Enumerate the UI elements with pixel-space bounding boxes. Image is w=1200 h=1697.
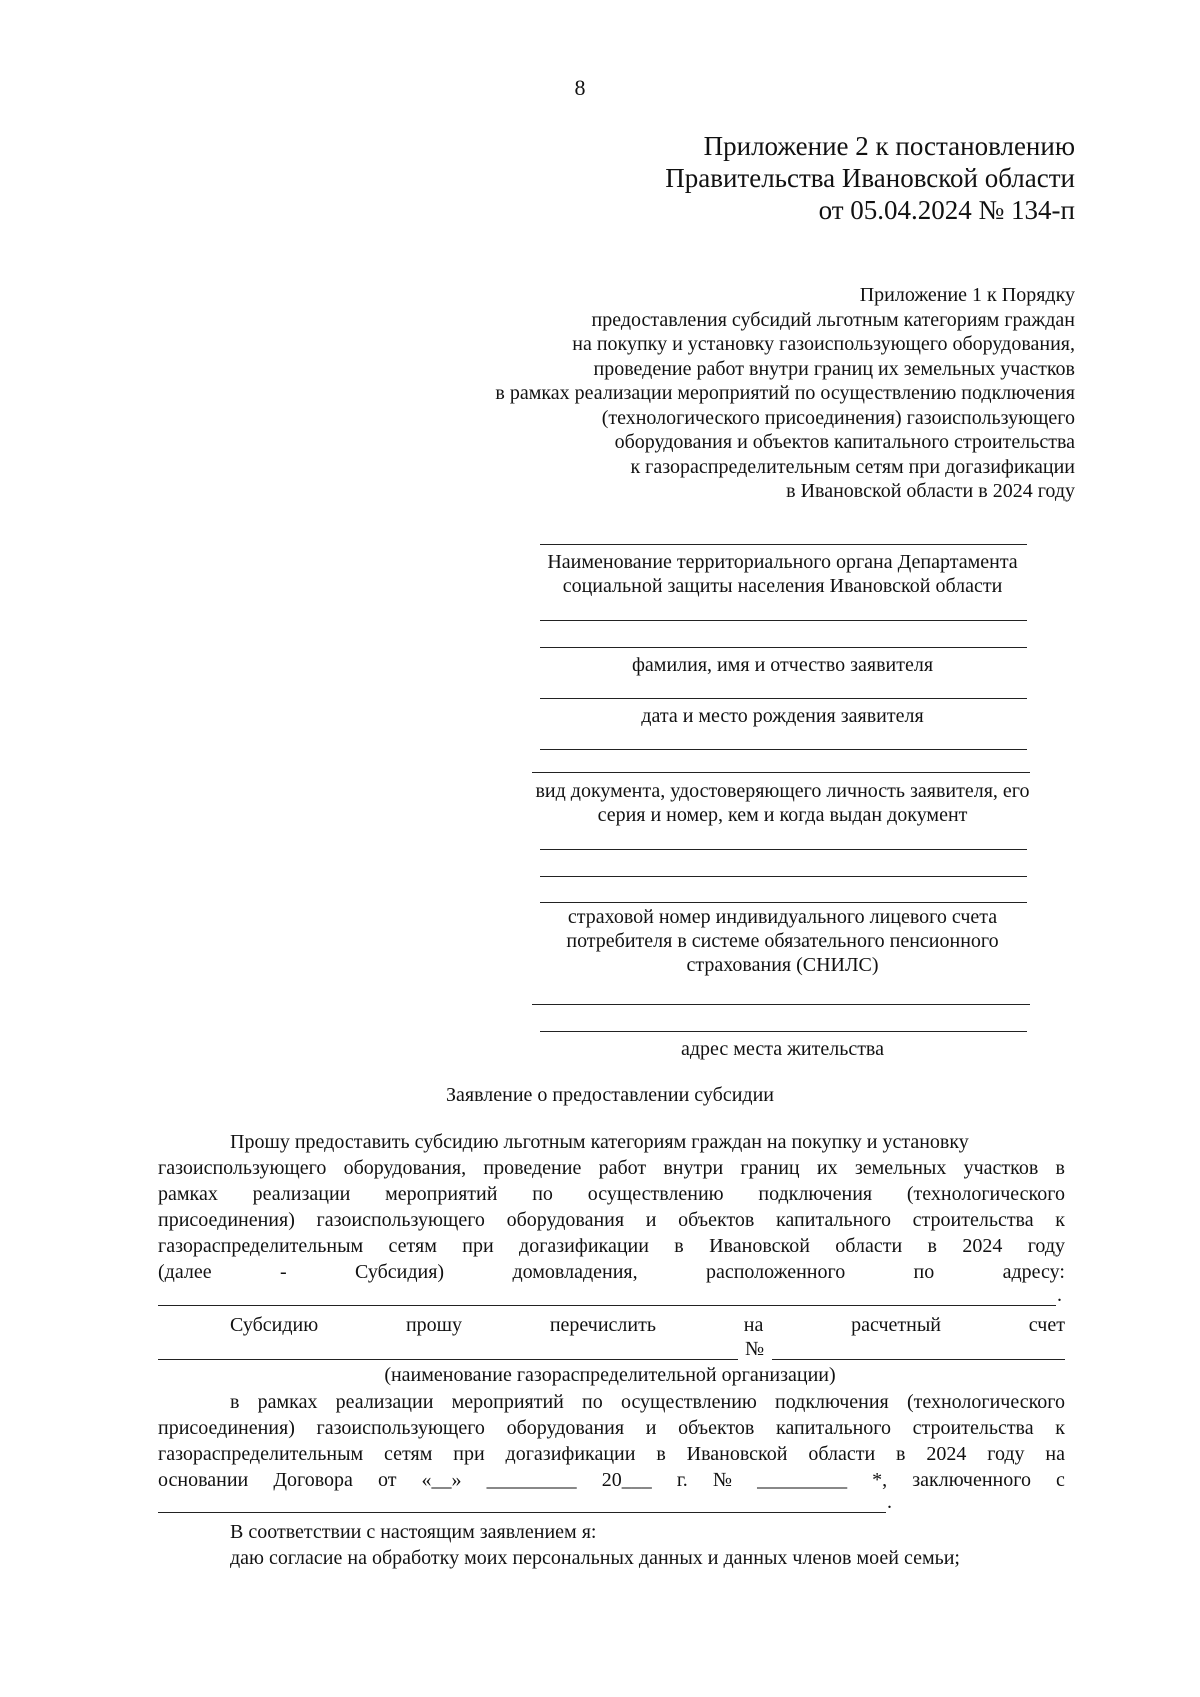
fio-label: фамилия, имя и отчество заявителя <box>631 654 934 676</box>
page-number: 8 <box>574 75 586 100</box>
snils-field-line1[interactable] <box>540 849 1027 850</box>
p3-line1: в рамках реализации мероприятий по осуществлению подключения (технологического <box>230 1391 1065 1413</box>
account-number-field[interactable] <box>772 1359 1065 1360</box>
birth-field[interactable] <box>540 698 1027 699</box>
p1-line1: Прошу предоставить субсидию льготным категориям граждан на покупку и установку <box>230 1131 969 1153</box>
p2-line1: Субсидию прошу перечислить на расчетный счет <box>230 1314 1065 1336</box>
resolution-appendix-line2: Правительства Ивановской области <box>665 163 1075 193</box>
p1-line4: присоединения) газоиспользующего оборудования и объектов капитального строительства к <box>158 1209 1065 1231</box>
order-appendix <box>380 283 1075 504</box>
resolution-appendix-header <box>500 130 1075 226</box>
p1-line5: газораспределительным сетям при догазификации в Ивановской области в 2024 году <box>158 1235 1065 1257</box>
p4: В соответствии с настоящим заявлением я: <box>230 1521 597 1543</box>
order-appendix-line: на покупку и установку газоиспользующего оборудования, <box>572 333 1075 355</box>
address-label: адрес места жительства <box>681 1038 884 1060</box>
birth-label: дата и место рождения заявителя <box>641 705 924 727</box>
order-appendix-line: оборудования и объектов капитального строительства <box>614 431 1075 453</box>
fio-field-line1[interactable] <box>540 620 1027 621</box>
snils-field-line2[interactable] <box>540 876 1027 877</box>
order-appendix-line: предоставления субсидий льготным категориям граждан <box>591 308 1075 331</box>
p3-line3: газораспределительным сетям при догазификации в Ивановской области в 2024 году на <box>158 1443 1065 1465</box>
p1-line6: (далее - Субсидия) домовладения, расположенного по адресу: <box>158 1261 1065 1283</box>
account-number-sign: № <box>745 1338 765 1360</box>
order-appendix-line: Приложение 1 к Порядку <box>859 284 1075 306</box>
id-doc-field-line1[interactable] <box>540 749 1027 750</box>
p1-line3: рамках реализации мероприятий по осуществлению подключения (технологического <box>158 1183 1065 1205</box>
organ-name-field[interactable] <box>540 544 1027 545</box>
order-appendix-line: (технологического присоединения) газоиспользующего <box>601 406 1075 429</box>
resolution-appendix-line3: от 05.04.2024 № 134-п <box>818 195 1075 225</box>
gas-org-caption: (наименование газораспределительной организации) <box>384 1364 836 1386</box>
address-field-line1[interactable] <box>532 1004 1030 1005</box>
address-field-line2[interactable] <box>540 1031 1027 1032</box>
p1-line2: газоиспользующего оборудования, проведение работ внутри границ их земельных участков в <box>158 1157 1065 1179</box>
gas-org-name-field[interactable] <box>158 1359 738 1360</box>
order-appendix-line: к газораспределительным сетям при догазификации <box>630 455 1075 478</box>
contract-party-field[interactable] <box>158 1512 886 1513</box>
p5: даю согласие на обработку моих персональных данных и данных членов моей семьи; <box>230 1547 960 1569</box>
id-doc-field-line2[interactable] <box>532 772 1030 773</box>
resolution-appendix-line1: Приложение 2 к постановлению <box>703 131 1075 161</box>
snils-label: страховой номер индивидуального лицевого счета потребителя в системе обязательного пенсионного страхования (СНИЛС) <box>566 906 999 976</box>
order-appendix-line: проведение работ внутри границ их земельных участков <box>593 357 1075 380</box>
contract-party-end: . <box>887 1491 892 1513</box>
organ-name-label: Наименование территориального органа Департамента социальной защиты населения Ивановской области <box>547 551 1018 597</box>
fio-field-line2[interactable] <box>540 647 1027 648</box>
house-address-field[interactable] <box>158 1305 1056 1306</box>
order-appendix-line: в рамках реализации мероприятий по осуществлению подключения <box>495 382 1075 404</box>
house-address-end: . <box>1057 1284 1062 1306</box>
order-appendix-line: в Ивановской области в 2024 году <box>786 480 1075 502</box>
p3-line2: присоединения) газоиспользующего оборудования и объектов капитального строительства к <box>158 1417 1065 1439</box>
id-doc-label: вид документа, удостоверяющего личность заявителя, его серия и номер, кем и когда выдан документ <box>535 780 1030 826</box>
application-title: Заявление о предоставлении субсидии <box>446 1084 774 1106</box>
snils-field-line3[interactable] <box>540 902 1027 903</box>
p3-line4: основании Договора от «__» _________ 20___ г. № _________ *, заключенного с <box>158 1469 1065 1491</box>
